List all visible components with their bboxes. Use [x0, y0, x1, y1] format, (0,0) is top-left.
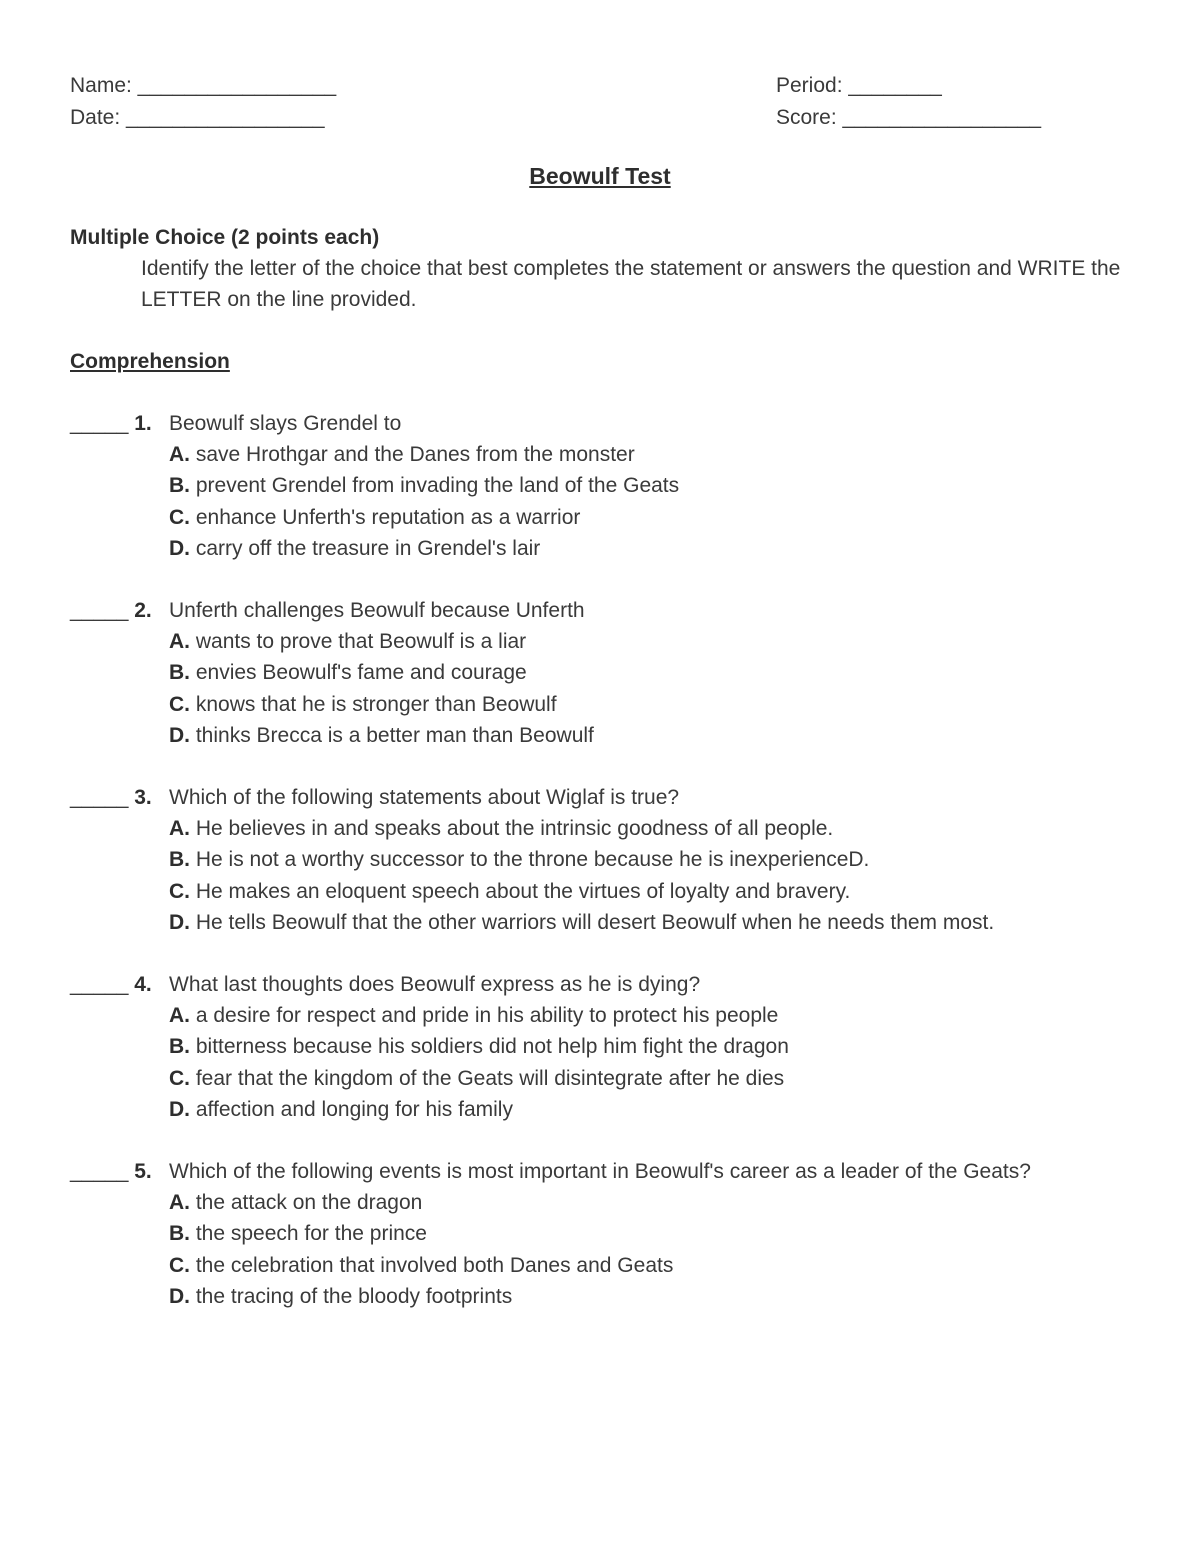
answer-blank[interactable]: _____ 1. [70, 412, 152, 435]
option-d: D. the tracing of the bloody footprints [169, 1284, 513, 1308]
question-text: Which of the following statements about Wiglaf is true? [169, 786, 680, 810]
question-2 [70, 595, 1150, 751]
option-a: A. He believes in and speaks about the intrinsic goodness of all people. [169, 817, 834, 841]
instructions: Identify the letter of the choice that best completes the statement or answers the question and WRITE the LETTER on the line provided. [141, 257, 1121, 311]
answer-blank[interactable]: _____ 5. [70, 1160, 152, 1184]
option-d: D. He tells Beowulf that the other warriors will desert Beowulf when he needs them most. [169, 910, 995, 934]
option-d: D. affection and longing for his family [169, 1097, 513, 1121]
option-a: A. a desire for respect and pride in his ability to protect his people [169, 1004, 779, 1028]
option-b: B. envies Beowulf's fame and courage [169, 661, 527, 685]
option-list [169, 1000, 1150, 1125]
question-number: 3. [134, 786, 152, 810]
period-field[interactable]: Period: ________ [776, 74, 942, 97]
header-right [776, 70, 1041, 134]
question-text: Beowulf slays Grendel to [169, 412, 402, 435]
option-a: A. wants to prove that Beowulf is a liar [169, 630, 527, 654]
option-list [169, 813, 1150, 938]
option-b: B. the speech for the prince [169, 1222, 427, 1246]
section-heading: Comprehension [70, 350, 230, 373]
option-list [169, 1187, 1150, 1312]
score-field[interactable]: Score: _________________ [776, 106, 1042, 129]
question-3 [70, 782, 1150, 938]
multiple-choice-heading: Multiple Choice (2 points each) [70, 226, 380, 249]
question-number: 5. [134, 1160, 152, 1184]
question-4 [70, 969, 1150, 1125]
option-list [169, 626, 1150, 751]
option-d: D. carry off the treasure in Grendel's lair [169, 536, 541, 560]
option-d: D. thinks Brecca is a better man than Beowulf [169, 723, 594, 747]
question-number: 1. [134, 412, 152, 435]
question-text: What last thoughts does Beowulf express as he is dying? [169, 973, 701, 997]
name-field[interactable]: Name: _________________ [70, 74, 337, 97]
date-field[interactable]: Date: _________________ [70, 106, 325, 129]
question-text: Unferth challenges Beowulf because Unferth [169, 599, 585, 623]
question-1 [70, 408, 1150, 564]
question-number: 2. [134, 599, 152, 623]
option-b: B. bitterness because his soldiers did not help him fight the dragon [169, 1035, 789, 1059]
question-text: Which of the following events is most important in Beowulf's career as a leader of the Geats? [169, 1160, 1031, 1184]
option-c: C. knows that he is stronger than Beowulf [169, 692, 557, 716]
option-c: C. the celebration that involved both Danes and Geats [169, 1253, 674, 1277]
option-a: A. the attack on the dragon [169, 1191, 423, 1215]
question-number: 4. [134, 973, 152, 997]
option-b: B. prevent Grendel from invading the land of the Geats [169, 474, 680, 498]
option-a: A. save Hrothgar and the Danes from the monster [169, 443, 635, 467]
option-c: C. enhance Unferth's reputation as a warrior [169, 505, 581, 529]
option-b: B. He is not a worthy successor to the throne because he is inexperienceD. [169, 848, 870, 872]
question-5 [70, 1156, 1150, 1312]
answer-blank[interactable]: _____ 2. [70, 599, 152, 623]
option-c: C. He makes an eloquent speech about the virtues of loyalty and bravery. [169, 879, 851, 903]
answer-blank[interactable]: _____ 3. [70, 786, 152, 810]
question-list [70, 408, 1150, 1343]
answer-blank[interactable]: _____ 4. [70, 973, 152, 997]
option-list [169, 439, 1150, 564]
page-title: Beowulf Test [529, 163, 671, 189]
header-left [70, 70, 336, 134]
option-c: C. fear that the kingdom of the Geats will disintegrate after he dies [169, 1066, 785, 1090]
